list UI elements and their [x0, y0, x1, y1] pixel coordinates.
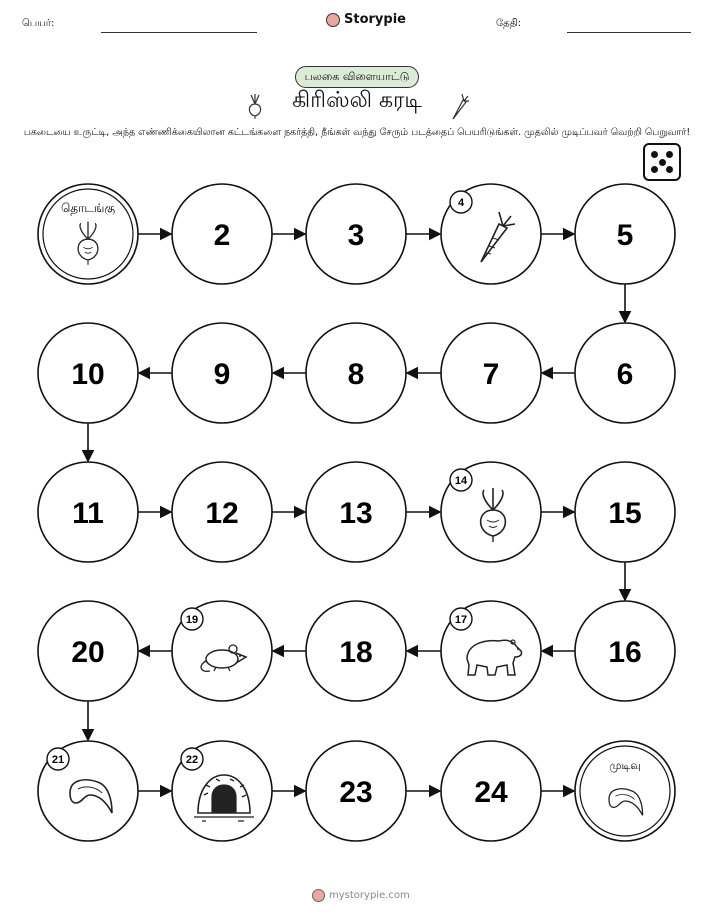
start-label: தொடங்கு	[60, 201, 116, 215]
cell-number: 11	[72, 497, 104, 530]
board-cell-12	[172, 462, 272, 562]
cell-number: 16	[608, 636, 642, 669]
board-cell-7	[441, 323, 541, 423]
cell-number: 20	[71, 636, 105, 669]
board-cell-8	[306, 323, 406, 423]
board-cell-10	[38, 323, 138, 423]
brand-name: Storypie	[344, 12, 406, 27]
cell-number: 7	[482, 358, 500, 391]
cell-number: 12	[205, 497, 239, 530]
board-cell-15	[575, 462, 675, 562]
board-cell-25	[575, 741, 675, 841]
footer	[312, 889, 410, 902]
cell-number: 21	[51, 754, 65, 766]
instructions: பகடையை உருட்டி, அந்த எண்ணிக்கையிலான கட்டங்களை நகர்த்தி, நீங்கள் வந்து சேரும் படத்தைப் பெயரிடுங்கள். முதலில் முடிப்பவர் வெற்றி பெறுவார்!	[23, 127, 691, 138]
board-cell-21	[38, 741, 138, 841]
cell-number: 15	[608, 497, 642, 530]
cell-number: 14	[454, 475, 468, 487]
board-cell-6	[575, 323, 675, 423]
cell-number: 2	[213, 219, 231, 252]
cell-number: 13	[339, 497, 373, 530]
cell-number: 9	[213, 358, 231, 391]
board-cell-14	[441, 462, 541, 562]
cell-number: 5	[616, 219, 634, 252]
board-cell-20	[38, 601, 138, 701]
board-cell-11	[38, 462, 138, 562]
storypie-bear-icon	[312, 889, 325, 902]
board-cell-18	[306, 601, 406, 701]
cell-number: 23	[339, 776, 373, 809]
board-cell-19	[172, 601, 272, 701]
cell-number: 3	[347, 219, 365, 252]
board-cell-3	[306, 184, 406, 284]
cell-number: 24	[474, 776, 508, 809]
cell-number: 10	[71, 358, 105, 391]
date-label: தேதி:	[496, 18, 522, 29]
cell-number: 4	[457, 197, 465, 209]
cell-number: 22	[185, 754, 199, 766]
cell-number: 18	[339, 636, 373, 669]
page-title: கிரிஸ்லி கரடி	[292, 88, 422, 113]
board-cell-5	[575, 184, 675, 284]
game-type-tag: பலகை விளையாட்டு	[295, 66, 419, 88]
board-cell-9	[172, 323, 272, 423]
board-cell-2	[172, 184, 272, 284]
board-cell-17	[441, 601, 541, 701]
name-label: பெயர்:	[22, 18, 55, 29]
cell-number: 19	[185, 614, 199, 626]
cell-number: 8	[347, 358, 365, 391]
board-cell-16	[575, 601, 675, 701]
board-cell-24	[441, 741, 541, 841]
board-cell-4	[441, 184, 541, 284]
cell-number: 6	[616, 358, 634, 391]
board-cell-13	[306, 462, 406, 562]
footer-url: mystorypie.com	[329, 890, 410, 901]
cell-number: 17	[454, 614, 468, 626]
board-cell-23	[306, 741, 406, 841]
board-cell-22	[172, 741, 272, 841]
finish-label: முடிவு	[609, 759, 641, 772]
board-cell-1	[38, 184, 138, 284]
